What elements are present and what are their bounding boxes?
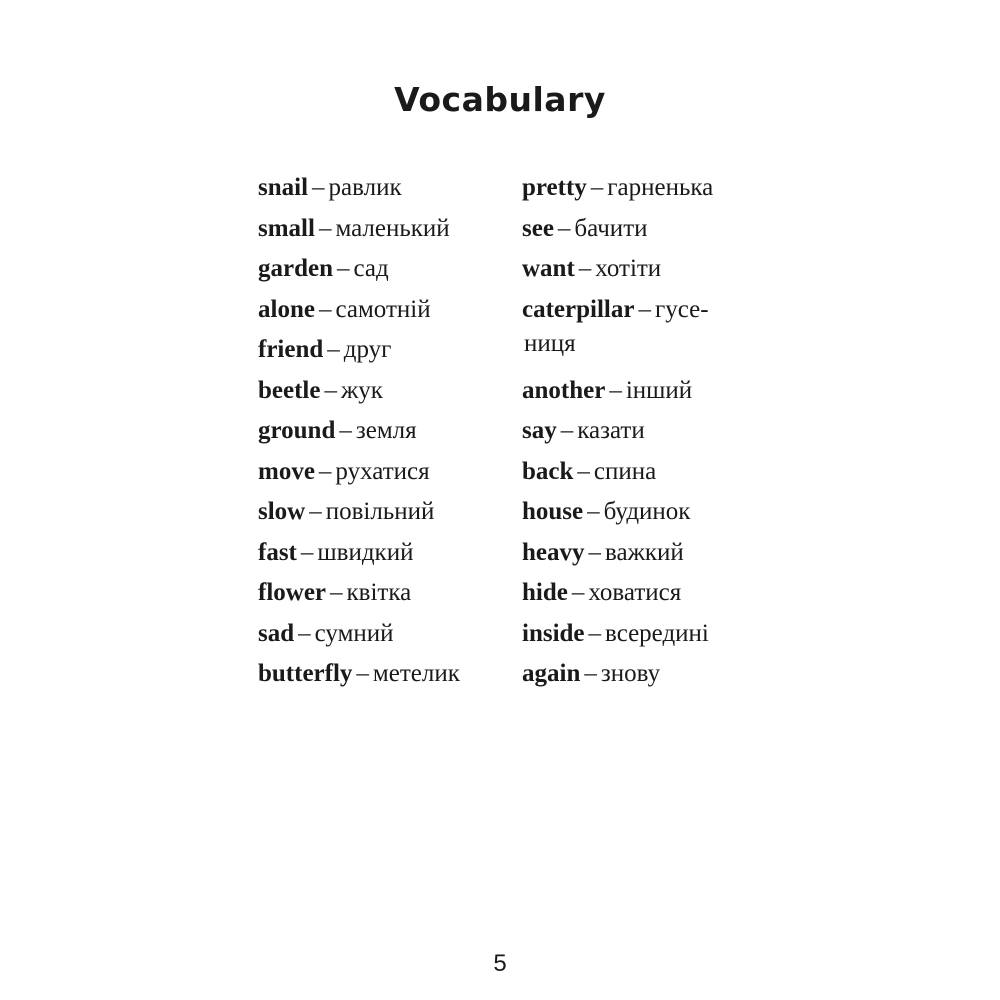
- entry-dash: –: [588, 538, 601, 566]
- entry-dash: –: [584, 660, 597, 687]
- entry-dash: –: [324, 376, 337, 404]
- vocabulary-word: fast: [258, 538, 297, 566]
- vocabulary-translation: ховатися: [588, 579, 682, 606]
- page-title: Vocabulary: [394, 80, 606, 119]
- vocabulary-word: back: [522, 457, 574, 485]
- vocabulary-word: heavy: [522, 538, 585, 566]
- vocabulary-column-left: [258, 168, 460, 695]
- vocabulary-translation: інший: [625, 376, 693, 404]
- vocabulary-translation: гусе-: [654, 295, 709, 323]
- vocabulary-word: another: [522, 376, 606, 404]
- vocabulary-entry: [258, 492, 460, 533]
- entry-dash: –: [339, 417, 352, 444]
- vocabulary-translation: знову: [600, 660, 661, 687]
- vocabulary-word: inside: [522, 619, 585, 647]
- vocabulary-translation: гарненька: [607, 174, 714, 201]
- entry-dash: –: [337, 255, 350, 282]
- entry-dash: –: [571, 579, 585, 606]
- entry-dash: –: [587, 498, 600, 525]
- vocabulary-entry: [522, 168, 713, 209]
- vocabulary-entry: [522, 654, 713, 695]
- vocabulary-entry: [258, 614, 460, 655]
- entry-dash: –: [312, 174, 325, 201]
- entry-dash: –: [577, 457, 590, 485]
- vocabulary-entry: [522, 371, 713, 412]
- vocabulary-translation: друг: [343, 336, 392, 363]
- vocabulary-word: alone: [258, 295, 315, 323]
- vocabulary-translation: повільний: [325, 498, 435, 525]
- entry-dash: –: [330, 579, 343, 606]
- vocabulary-translation: казати: [577, 417, 645, 444]
- vocabulary-word: hide: [522, 579, 568, 606]
- vocabulary-translation: швидкий: [317, 538, 414, 566]
- vocabulary-entry: [258, 168, 460, 209]
- entry-dash: –: [309, 498, 322, 525]
- entry-dash: –: [356, 660, 369, 687]
- vocabulary-word: see: [522, 214, 554, 242]
- entry-dash: –: [300, 538, 314, 566]
- vocabulary-translation: сумний: [314, 619, 394, 647]
- entry-dash: –: [578, 255, 592, 282]
- entry-dash: –: [609, 376, 622, 404]
- page-number: 5: [493, 950, 507, 977]
- vocabulary-translation: спина: [593, 457, 657, 485]
- vocabulary-entry: [258, 411, 460, 452]
- vocabulary-entry: [258, 330, 460, 371]
- vocabulary-translation: сад: [353, 255, 389, 282]
- entry-dash: –: [318, 214, 332, 242]
- vocabulary-word: pretty: [522, 174, 587, 201]
- entry-dash: –: [638, 295, 651, 323]
- vocabulary-entry: [522, 614, 713, 655]
- vocabulary-translation-continuation: ниця: [524, 330, 576, 357]
- vocabulary-word: small: [258, 214, 315, 242]
- vocabulary-translation: хотіти: [595, 255, 662, 282]
- entry-dash: –: [318, 295, 332, 323]
- vocabulary-translation: квітка: [346, 579, 412, 606]
- vocabulary-word: garden: [258, 255, 333, 282]
- vocabulary-column-right: [522, 168, 713, 695]
- vocabulary-word: slow: [258, 498, 306, 525]
- vocabulary-word: friend: [258, 336, 324, 363]
- vocabulary-translation: бачити: [574, 214, 648, 242]
- vocabulary-entry: [522, 533, 713, 574]
- vocabulary-entry: [522, 573, 713, 614]
- vocabulary-entry: [258, 371, 460, 412]
- vocabulary-word: ground: [258, 417, 336, 444]
- vocabulary-word: house: [522, 498, 584, 525]
- vocabulary-translation: маленький: [335, 214, 450, 242]
- vocabulary-entry: [258, 533, 460, 574]
- vocabulary-translation: жук: [340, 376, 383, 404]
- vocabulary-word: caterpillar: [522, 295, 635, 323]
- vocabulary-entry: [522, 452, 713, 493]
- vocabulary-entry: [522, 411, 713, 452]
- vocabulary-word: want: [522, 255, 575, 282]
- vocabulary-word: move: [258, 457, 315, 485]
- vocabulary-translation: равлик: [328, 174, 402, 201]
- vocabulary-entry: [258, 654, 460, 695]
- vocabulary-translation: всередині: [605, 619, 709, 647]
- vocabulary-word: flower: [258, 579, 327, 606]
- entry-dash: –: [588, 619, 602, 647]
- vocabulary-entry: [258, 573, 460, 614]
- entry-dash: –: [318, 457, 332, 485]
- vocabulary-entry: [258, 209, 460, 250]
- vocabulary-entry: [522, 249, 713, 290]
- vocabulary-word: beetle: [258, 376, 321, 404]
- vocabulary-translation: будинок: [603, 498, 691, 525]
- vocabulary-translation: метелик: [372, 660, 460, 687]
- vocabulary-translation: рухатися: [335, 457, 430, 485]
- vocabulary-word: snail: [258, 174, 309, 201]
- entry-dash: –: [560, 417, 574, 444]
- vocabulary-translation: важкий: [605, 538, 684, 566]
- vocabulary-entry: [522, 209, 713, 250]
- vocabulary-word: say: [522, 417, 557, 444]
- entry-dash: –: [327, 336, 340, 363]
- vocabulary-word: again: [522, 660, 581, 687]
- vocabulary-entry: [258, 452, 460, 493]
- vocabulary-word: butterfly: [258, 660, 353, 687]
- vocabulary-entry: [258, 249, 460, 290]
- vocabulary-translation: самотній: [335, 295, 431, 323]
- entry-dash: –: [298, 619, 311, 647]
- vocabulary-entry: [522, 492, 713, 533]
- vocabulary-entry: [522, 290, 713, 365]
- vocabulary-translation: земля: [355, 417, 417, 444]
- entry-dash: –: [557, 214, 571, 242]
- vocabulary-word: sad: [258, 619, 295, 647]
- entry-dash: –: [590, 174, 604, 201]
- vocabulary-entry: [258, 290, 460, 331]
